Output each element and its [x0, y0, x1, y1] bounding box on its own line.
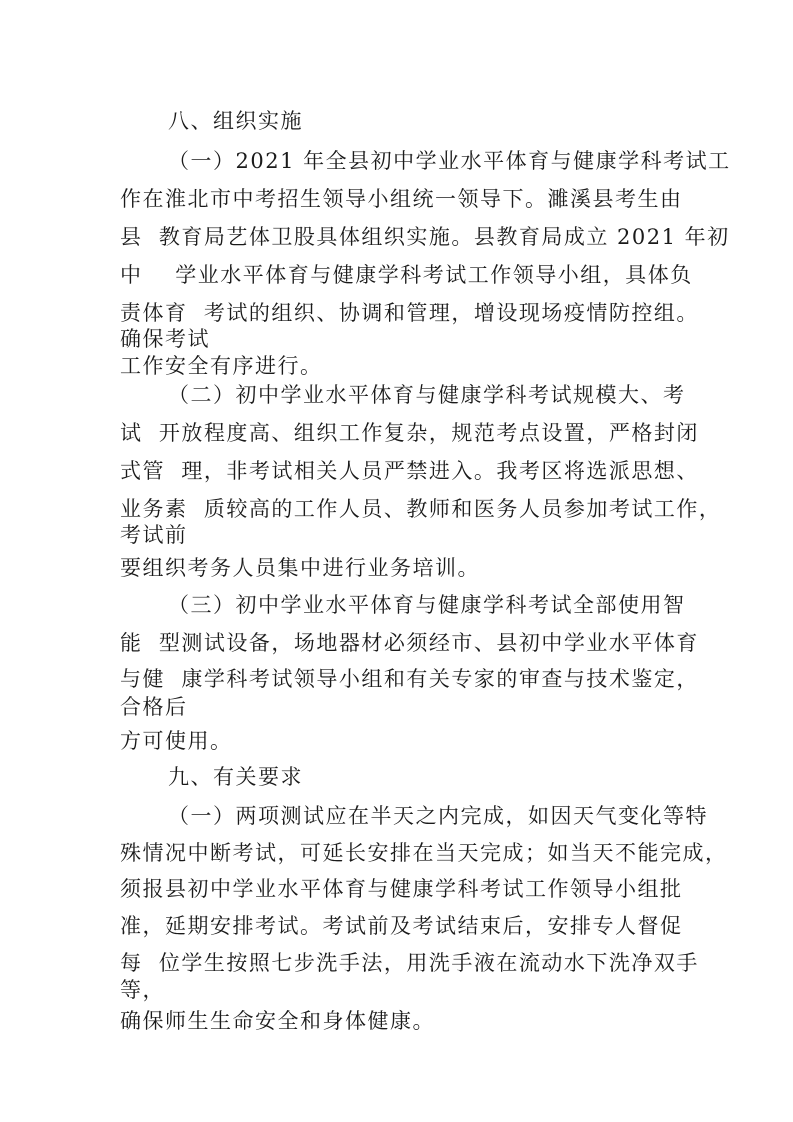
paragraph-line: 每 位学生按照七步洗手法，用洗手液在流动水下洗净双手 [120, 951, 699, 975]
paragraph-line: 殊情况中断考试，可延长安排在当天完成；如当天不能完成， [120, 841, 728, 865]
paragraph-line: 准，延期安排考试。考试前及考试结束后，安排专人督促 [120, 914, 683, 938]
paragraph-line: （三）初中学业水平体育与健康学科考试全部使用智 [168, 593, 686, 617]
paragraph-line: 中 学业水平体育与健康学科考试工作领导小组，具体负 [120, 263, 693, 287]
paragraph-line: 合格后 [120, 695, 188, 719]
paragraph-line: 县 教育局艺体卫股具体组织实施。县教育局成立 2021 年初 [120, 225, 730, 249]
paragraph-line: 方可使用。 [120, 729, 233, 753]
paragraph-line: 式管 理，非考试相关人员严禁进入。我考区将选派思想、 [120, 459, 699, 483]
heading-organization: 八、组织实施 [168, 109, 303, 133]
paragraph-line: 试 开放程度高、组织工作复杂，规范考点设置，严格封闭 [120, 421, 699, 445]
paragraph-line: （二）初中学业水平体育与健康学科考试规模大、考 [168, 383, 686, 407]
paragraph-line: 能 型测试设备，场地器材必须经市、县初中学业水平体育 [120, 631, 699, 655]
paragraph-line: 考试前 [120, 523, 188, 547]
paragraph-line: 确保考试 [120, 327, 210, 351]
heading-requirements: 九、有关要求 [168, 765, 303, 789]
paragraph-line: 业务素 质较高的工作人员、教师和医务人员参加考试工作， [120, 497, 722, 521]
paragraph-line: 工作安全有序进行。 [120, 354, 323, 378]
paragraph-line: （一）两项测试应在半天之内完成，如因天气变化等特 [168, 804, 708, 828]
paragraph-line: （一）2021 年全县初中学业水平体育与健康学科考试工 [168, 149, 731, 173]
paragraph-line: 责体育 考试的组织、协调和管理，增设现场疫情防控组。 [120, 301, 699, 325]
paragraph-line: 确保师生生命安全和身体健康。 [120, 1009, 435, 1033]
paragraph-line: 要组织考务人员集中进行业务培训。 [120, 556, 480, 580]
paragraph-line: 与健 康学科考试领导小组和有关专家的审查与技术鉴定， [120, 667, 699, 691]
paragraph-line: 作在淮北市中考招生领导小组统一领导下。濉溪县考生由 [120, 187, 683, 211]
paragraph-line: 等， [120, 978, 165, 1002]
paragraph-line: 须报县初中学业水平体育与健康学科考试工作领导小组批 [120, 877, 683, 901]
